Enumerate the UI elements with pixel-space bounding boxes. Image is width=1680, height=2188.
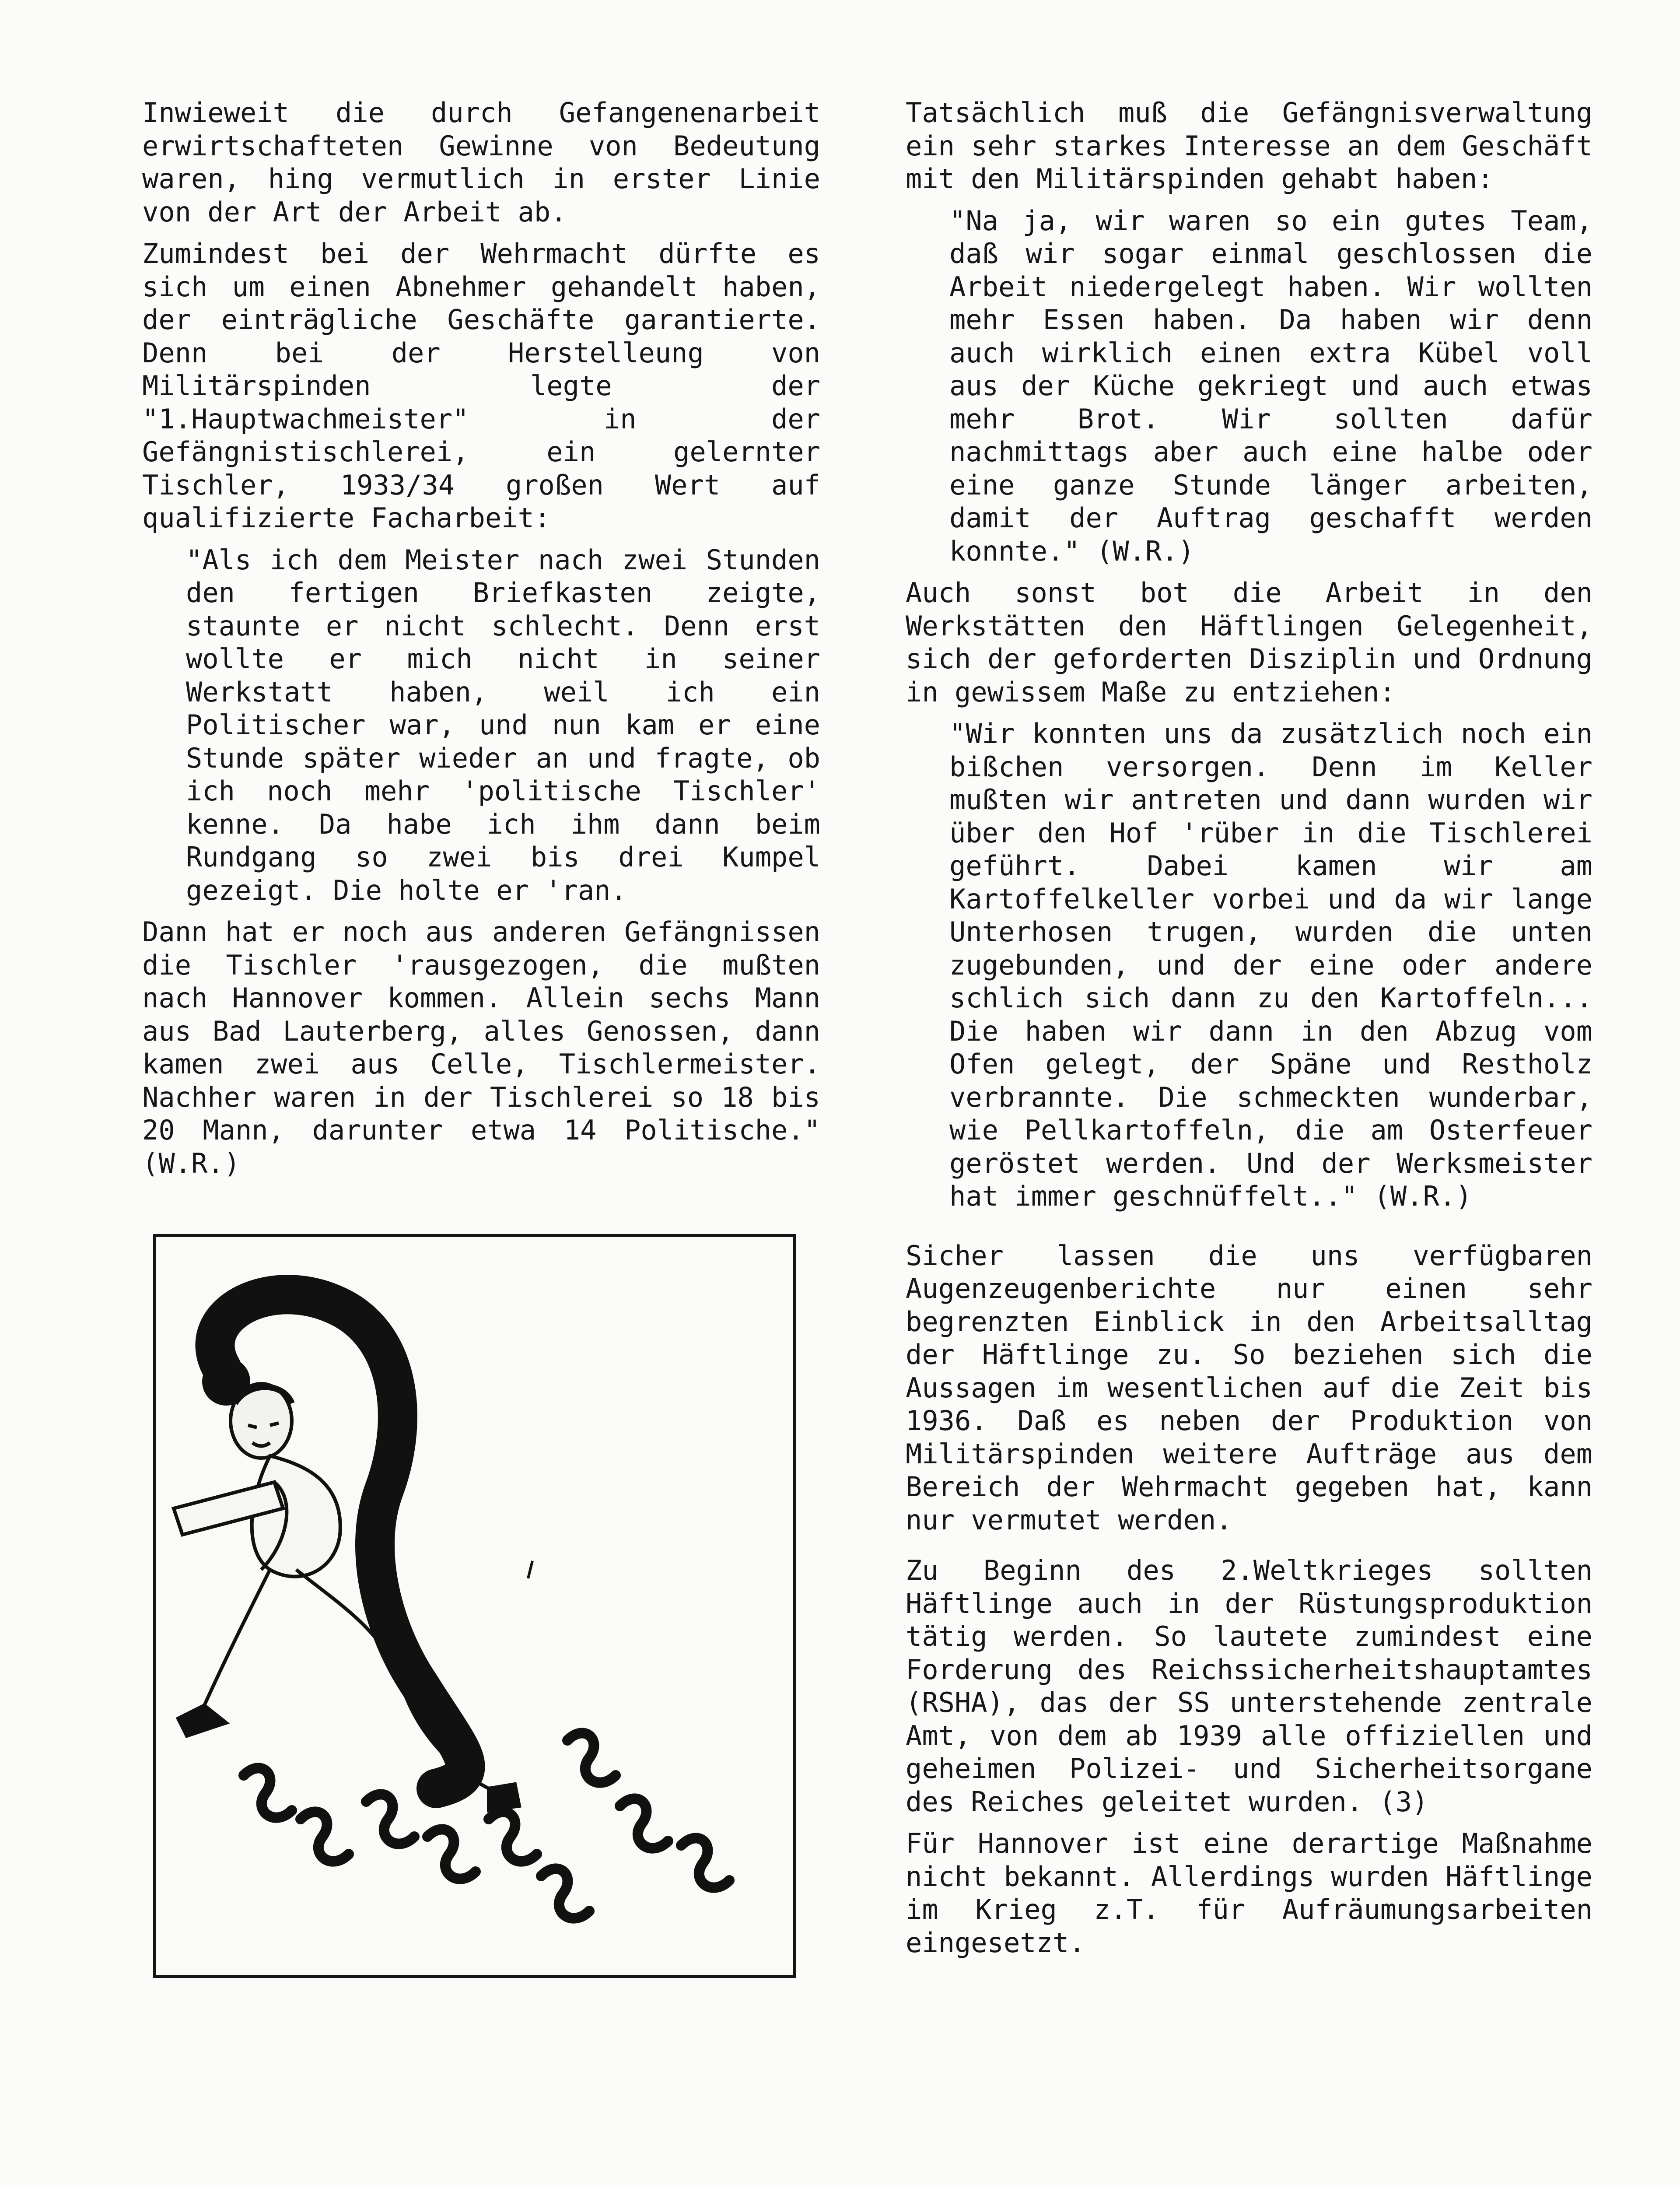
paragraph: Inwieweit die durch Gefangenenarbeit erwirtschafteten Gewinne von Bedeutung waren, hing vermutlich in erster Linie von der Art der Arbeit ab.: [142, 97, 820, 228]
squiggle-decoration-icon: [244, 1733, 729, 1918]
quotation: "Als ich dem Meister nach zwei Stunden den fertigen Briefkasten zeigte, staunte er nicht schlecht. Denn erst wollte er mich nicht in seiner Werkstatt haben, weil ich ein Politischer war, und nun kam er eine Stunde später wieder an und fragte, ob ich noch mehr 'politische Tischler' kenne. Da habe ich ihm dann beim Rundgang so zwei bis drei Kumpel gezeigt. Die holte er 'ran.: [186, 543, 820, 906]
paragraph: Zumindest bei der Wehrmacht dürfte es sich um einen Abnehmer gehandelt haben, der einträgliche Geschäfte garantierte. Denn bei der Herstelleung von Militärspinden legte der "1.Hauptwachmeister" in der Gefängnistischlerei, ein gelernter Tischler, 1933/34 großen Wert auf qualifizierte Facharbeit:: [142, 238, 820, 534]
right-column: [906, 96, 1592, 1968]
paragraph: Auch sonst bot die Arbeit in den Werkstätten den Häftlingen Gelegenheit, sich der geforderten Disziplin und Ordnung in gewissem Maße zu entziehen:: [906, 577, 1592, 708]
paragraph: Zu Beginn des 2.Weltkrieges sollten Häftlinge auch in der Rüstungsproduktion tätig werden. So lautete zumindest eine Forderung des Reichssicherheitshauptamtes (RSHA), das der SS unterstehende zentrale Amt, von dem ab 1939 alle offiziellen und geheimen Polizei- und Sicherheitsorgane des Reiches geleitet wurden. (3): [906, 1554, 1592, 1818]
paragraph: Sicher lassen die uns verfügbaren Augenzeugenberichte nur einen sehr begrenzten Einblick in den Arbeitsalltag der Häftlinge zu. So beziehen sich die Aussagen im wesentlichen auf die Zeit bis 1936. Daß es neben der Produktion von Militärspinden weitere Aufträge aus dem Bereich der Wehrmacht gegeben hat, kann nur vermutet werden.: [906, 1239, 1592, 1536]
paragraph: Für Hannover ist eine derartige Maßnahme nicht bekannt. Allerdings wurden Häftlinge im Krieg z.T. für Aufräumungsarbeiten eingesetzt.: [906, 1827, 1592, 1959]
quotation: "Wir konnten uns da zusätzlich noch ein bißchen versorgen. Denn im Keller mußten wir antreten und dann wurden wir über den Hof 'rüber in die Tischlerei geführt. Dabei kamen wir am Kartoffelkeller vorbei und da wir lange Unterhosen trugen, wurden die unten zugebunden, und der eine oder andere schlich sich dann zu den Kartoffeln... Die haben wir dann in den Abzug vom Ofen gelegt, der Späne und Restholz verbrannte. Die schmeckten wunderbar, wie Pellkartoffeln, die am Osterfeuer geröstet werden. Und der Werksmeister hat immer geschnüffelt.." (W.R.): [949, 718, 1592, 1212]
quotation: Dann hat er noch aus anderen Gefängnissen die Tischler 'rausgezogen, die mußten nach Hannover kommen. Allein sechs Mann aus Bad Lauterberg, alles Genossen, dann kamen zwei aus Celle, Tischlermeister. Nachher waren in der Tischlerei so 18 bis 20 Mann, darunter etwa 14 Politische." (W.R.): [142, 916, 820, 1179]
left-column: [142, 96, 820, 1189]
quotation: "Na ja, wir waren so ein gutes Team, daß wir sogar einmal geschlossen die Arbeit niedergelegt haben. Wir wollten mehr Essen haben. Da haben wir denn auch wirklich einen extra Kübel voll aus der Küche gekriegt und auch etwas mehr Brot. Wir sollten dafür nachmittags aber auch eine halbe oder eine ganze Stunde länger arbeiten, damit der Auftrag geschafft werden konnte." (W.R.): [949, 204, 1592, 567]
paragraph: Tatsächlich muß die Gefängnisverwaltung ein sehr starkes Interesse an dem Geschäft mit den Militärspinden gehabt haben:: [906, 97, 1592, 195]
cartoon-illustration: [153, 1234, 796, 1978]
